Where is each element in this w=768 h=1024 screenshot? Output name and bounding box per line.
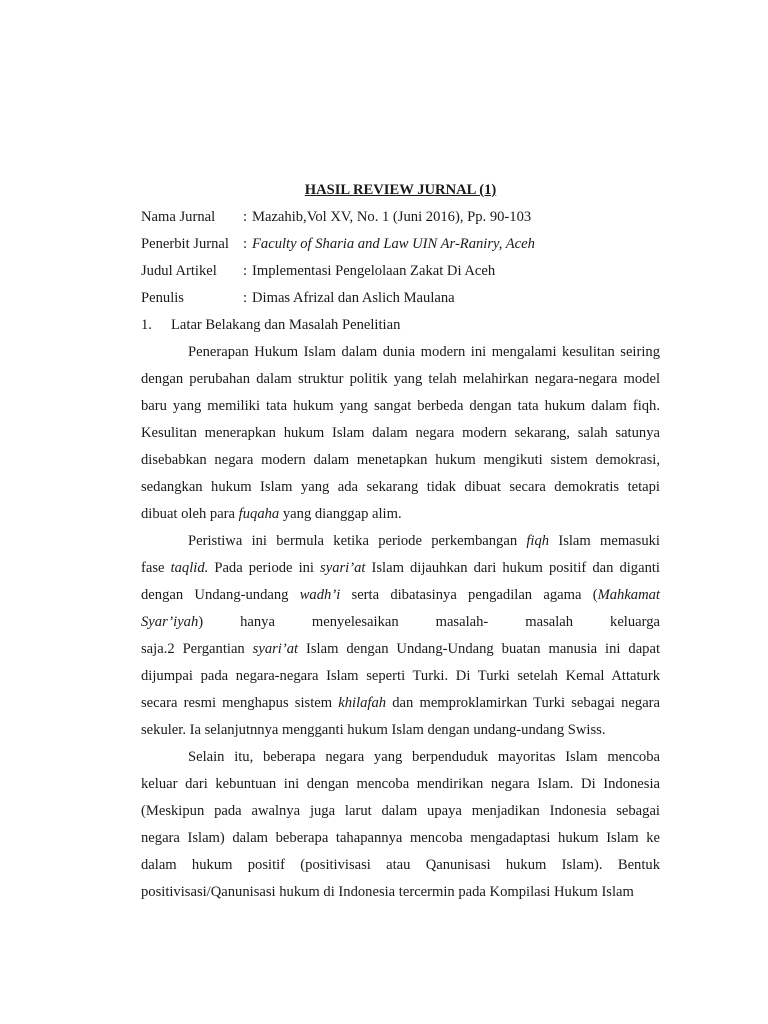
meta-value: Implementasi Pengelolaan Zakat Di Aceh — [252, 263, 496, 279]
text-run: sekuler. Ia selanjutnnya mengganti hukum Islam dengan undang-undang Swiss. — [141, 722, 606, 738]
text-run: (Meskipun pada awalnya juga larut dalam upaya menjadikan Indonesia sebagai — [141, 803, 660, 819]
text-line — [141, 825, 660, 852]
text-run: Selain itu, beberapa negara yang berpenduduk mayoritas Islam mencoba — [188, 749, 660, 765]
italic-term: Syar’iyah — [141, 614, 199, 630]
text-line — [141, 636, 660, 663]
text-line — [141, 555, 660, 582]
text-line — [141, 879, 660, 906]
italic-term: fiqh — [526, 533, 550, 549]
italic-term: Mahkamat — [597, 587, 660, 603]
paragraph — [141, 339, 660, 528]
text-line — [141, 744, 660, 771]
text-run: Penerapan Hukum Islam dalam dunia modern ini mengalami kesulitan seiring — [188, 344, 660, 360]
text-run: dibuat oleh para — [141, 506, 239, 522]
text-run: keluar dari kebuntuan ini dengan mencoba mendirikan negara Islam. Di Indonesia — [141, 776, 660, 792]
italic-term: taqlid. — [170, 560, 209, 576]
meta-key: Judul Artikel — [141, 263, 217, 279]
text-run: dengan perubahan dalam struktur politik yang telah melahirkan negara-negara model — [141, 371, 660, 387]
text-run: dalam hukum positif (positivisasi atau Qanunisasi hukum Islam). Bentuk — [141, 857, 660, 873]
italic-term: wadh’i — [299, 587, 341, 603]
text-run: Islam dijauhkan dari hukum positif dan diganti — [365, 560, 660, 576]
text-run: negara Islam) dalam beberapa tahapannya mencoba mengadaptasi hukum Islam ke — [141, 830, 660, 846]
text-line — [141, 798, 660, 825]
text-line — [141, 420, 660, 447]
meta-separator: : — [243, 236, 248, 252]
document-content — [141, 178, 660, 906]
text-line — [141, 528, 660, 555]
section-title: Latar Belakang dan Masalah Penelitian — [171, 317, 401, 333]
text-run: yang dianggap alim. — [279, 506, 402, 522]
text-run: secara resmi menghapus sistem — [141, 695, 339, 711]
text-line — [141, 366, 660, 393]
text-run: Islam memasuki — [549, 533, 660, 549]
text-run: Islam dengan Undang-Undang buatan manusia ini dapat — [298, 641, 660, 657]
journal-meta — [141, 204, 660, 312]
italic-term: syari’at — [320, 560, 366, 576]
text-run: dijumpai pada negara-negara Islam seperti Turki. Di Turki setelah Kemal Attaturk — [141, 668, 660, 684]
text-run: positivisasi/Qanunisasi hukum di Indonesia tercermin pada Kompilasi Hukum Islam — [141, 884, 634, 900]
text-run: sedangkan hukum Islam yang ada sekarang tidak dibuat secara demokratis tetapi — [141, 479, 660, 495]
text-line — [141, 447, 660, 474]
text-run: disebabkan negara modern dalam menetapkan hukum mengikuti sistem demokrasi, — [141, 452, 660, 468]
paragraph — [141, 528, 660, 744]
text-run: serta dibatasinya pengadilan agama ( — [340, 587, 598, 603]
italic-term: syari’at — [252, 641, 299, 657]
text-run: Peristiwa ini bermula ketika periode perkembangan — [188, 533, 527, 549]
text-line — [141, 582, 660, 609]
text-run: fase — [141, 560, 171, 576]
text-line — [141, 393, 660, 420]
text-line — [141, 852, 660, 879]
text-line — [141, 474, 660, 501]
document-body — [141, 339, 660, 906]
text-line — [141, 339, 660, 366]
section-number: 1. — [141, 317, 152, 333]
meta-separator: : — [243, 209, 248, 225]
meta-row — [141, 204, 660, 231]
meta-value: Faculty of Sharia and Law UIN Ar-Raniry, Aceh — [252, 236, 535, 252]
meta-separator: : — [243, 263, 248, 279]
meta-value: Dimas Afrizal dan Aslich Maulana — [252, 290, 455, 306]
text-run: saja.2 Pergantian — [141, 641, 253, 657]
text-run: baru yang memiliki tata hukum yang sangat berbeda dengan tata hukum dalam fiqh. — [141, 398, 660, 414]
text-run: dengan Undang-undang — [141, 587, 300, 603]
text-line — [141, 609, 660, 636]
text-run: ) hanya menyelesaikan masalah- masalah keluarga — [198, 614, 660, 630]
meta-value: Mazahib,Vol XV, No. 1 (Juni 2016), Pp. 90-103 — [252, 209, 532, 225]
meta-key: Penerbit Jurnal — [141, 236, 229, 252]
italic-term: fuqaha — [238, 506, 280, 522]
text-line — [141, 717, 660, 744]
text-run: dan memproklamirkan Turki sebagai negara — [386, 695, 661, 711]
meta-row — [141, 231, 660, 258]
meta-row — [141, 258, 660, 285]
text-line — [141, 663, 660, 690]
text-run: Kesulitan menerapkan hukum Islam dalam negara modern sekarang, salah satunya — [141, 425, 660, 441]
meta-row — [141, 285, 660, 312]
meta-separator: : — [243, 290, 248, 306]
page-title: HASIL REVIEW JURNAL (1) — [304, 182, 497, 198]
meta-key: Nama Jurnal — [141, 209, 216, 225]
text-run: Pada periode ini — [208, 560, 321, 576]
paragraph — [141, 744, 660, 906]
meta-key: Penulis — [141, 290, 184, 306]
text-line — [141, 690, 660, 717]
italic-term: khilafah — [338, 695, 387, 711]
section-heading — [141, 312, 660, 339]
text-line — [141, 771, 660, 798]
text-line — [141, 501, 660, 528]
